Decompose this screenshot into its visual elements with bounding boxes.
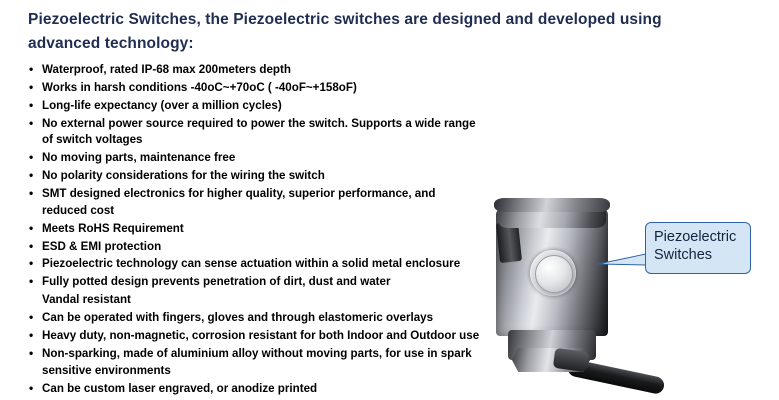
actuator-ring: [530, 250, 576, 296]
list-item: • No polarity considerations for the wiring the switch: [28, 168, 480, 184]
list-item: • Piezoelectric technology can sense actuation within a solid metal enclosure: [28, 256, 480, 272]
list-item: • Heavy duty, non-magnetic, corrosion resistant for both Indoor and Outdoor use: [28, 328, 480, 344]
list-item: • Non-sparking, made of aluminium alloy without moving parts, for use in spark sensitive environments: [28, 346, 480, 379]
list-item: • Waterproof, rated IP-68 max 200meters depth: [28, 62, 480, 78]
list-item: • SMT designed electronics for higher quality, superior performance, and reduced cost: [28, 186, 480, 219]
list-item: • Can be operated with fingers, gloves and through elastomeric overlays: [28, 310, 480, 326]
list-item: Vandal resistant: [42, 293, 131, 307]
list-item: • Fully potted design prevents penetration of dirt, dust and water: [28, 274, 480, 290]
callout-label: Piezoelectric Switches: [645, 222, 751, 274]
actuator-face: [535, 255, 573, 293]
list-item: • No external power source required to power the switch. Supports a wide range of switch voltages: [28, 116, 480, 149]
callout-tail-icon: [596, 250, 646, 268]
feature-list: [28, 62, 480, 399]
list-item: • No moving parts, maintenance free: [28, 150, 480, 166]
switch-lip: [494, 198, 610, 212]
list-item: • Can be custom laser engraved, or anodize printed: [28, 381, 480, 397]
list-item: • ESD & EMI protection: [28, 239, 480, 255]
list-item: • Works in harsh conditions -40oC~+70oC ( -40oF~+158oF): [28, 80, 480, 96]
page-title: Piezoelectric Switches, the Piezoelectric switches are designed and developed using advanced technology:: [28, 11, 662, 53]
list-item: • Long-life expectancy (over a million cycles): [28, 98, 480, 114]
list-item: • Meets RoHS Requirement: [28, 221, 480, 237]
